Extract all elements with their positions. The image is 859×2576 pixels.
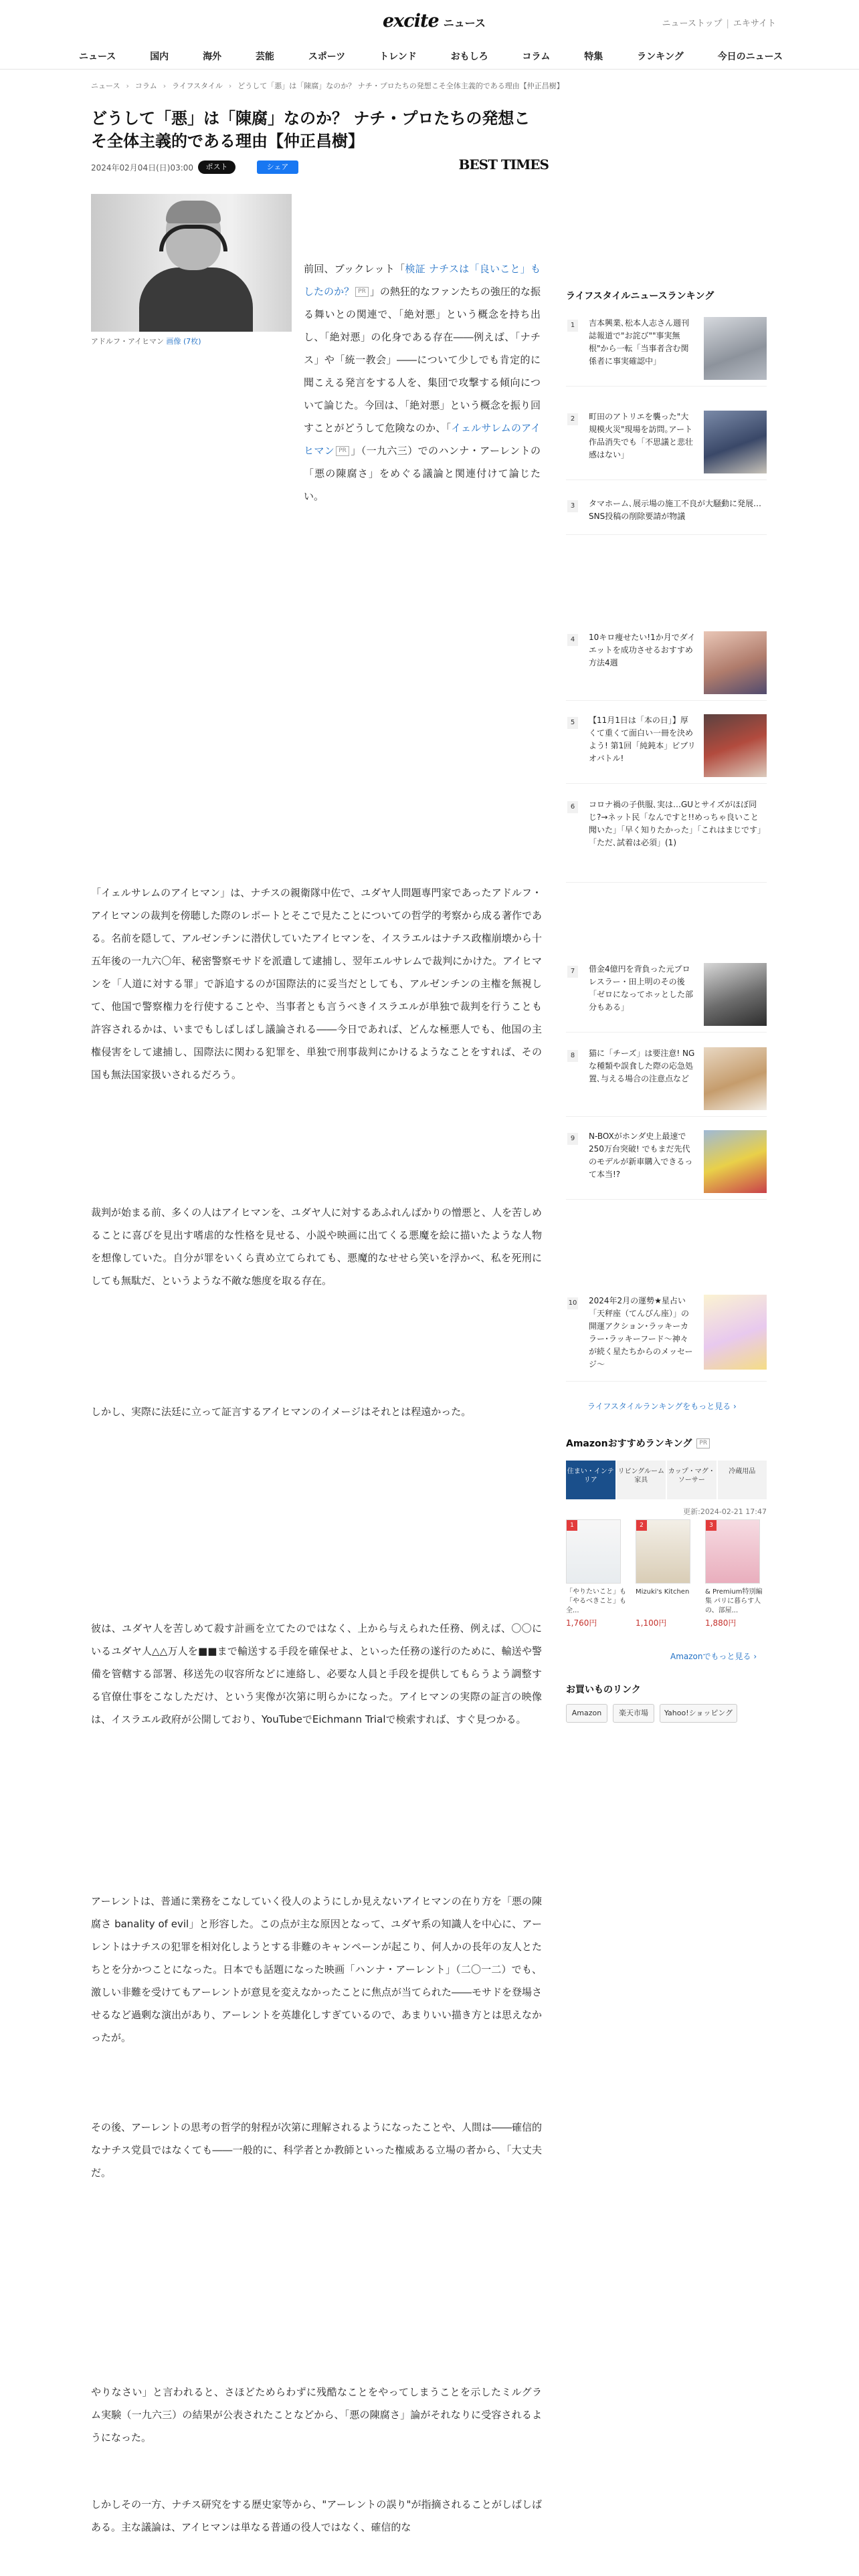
rank-title: 町田のアトリエを襲った"大規模火災"現場を訪問｡アート作品消失でも「不思議と悲壮感はない」: [589, 412, 694, 459]
rank-number: 6: [567, 801, 578, 813]
article-photo[interactable]: [91, 194, 292, 332]
breadcrumb-lifestyle[interactable]: ライフスタイル: [172, 82, 223, 90]
lead-text-1: 前回、ブックレット「: [304, 263, 405, 275]
tab-living-furniture[interactable]: リビングルーム家具: [617, 1461, 666, 1499]
amazon-product[interactable]: [705, 1519, 767, 1628]
rank-title: 10キロ痩せたい!1か月でダイエットを成功させるおすすめ方法4週: [589, 633, 696, 667]
ranking-item[interactable]: [566, 712, 767, 784]
article-lead: [304, 257, 541, 508]
rank-number: 9: [567, 1133, 578, 1145]
ranking-item[interactable]: [566, 495, 767, 535]
article-paragraph: その後、アーレントの思考の哲学的射程が次第に理解されるようになったことや、人間は――確信的なナチス党員ではなくても――一般的に、科学者とか教師といった権威ある立場の者から、「大丈夫だ。: [91, 2121, 542, 2179]
x-post-button[interactable]: ポスト: [198, 160, 235, 174]
lead-text-3: 」（一九六三）でのハンナ・アーレントの「悪の陳腐さ」をめぐる議論と関連付けて論じたい。: [304, 445, 541, 502]
publisher-name: BEST TIMES: [458, 156, 549, 173]
product-name: & Premium特別編集 パリに暮らす人の、部屋...: [705, 1588, 763, 1614]
rakuten-shop-button[interactable]: 楽天市場: [613, 1704, 654, 1723]
article-paragraph: 彼は、ユダヤ人を苦しめて殺す計画を立てたのではなく、上から与えられた任務、例えば、〇〇にいるユダヤ人△△万人を■■まで輸送する手段を確保せよ、といった任務の遂行のために、輸送や警備を管轄する部署、移送先の収容所などに連絡し、必要な人員と手段を提供してもらうよう調整する官僚仕事をこなしただけ、という実像が次第に明らかになった。アイヒマンの実際の証言の映像は、イスラエル政府が公開しており、YouTubeでEichmann Trialで検索すれば、すぐ見つかる。: [91, 1622, 542, 1725]
rank-thumbnail: [704, 1295, 767, 1370]
rank-number: 2: [567, 413, 578, 425]
rank-number: 4: [567, 634, 578, 646]
ranking-item[interactable]: [566, 629, 767, 701]
logo-subtitle: ニュース: [443, 17, 486, 29]
rank-title: 猫に「チーズ」は要注意! NGな種類や誤食した際の応急処置､与える場合の注意点など: [589, 1049, 695, 1083]
article-paragraph: しかし、実際に法廷に立って証言するアイヒマンのイメージはそれとは程遠かった。: [91, 1406, 472, 1418]
nav-item-column[interactable]: コラム: [522, 51, 551, 62]
breadcrumb-news[interactable]: ニュース: [91, 82, 120, 90]
amazon-product[interactable]: [636, 1519, 697, 1628]
product-price: 1,760円: [566, 1618, 597, 1628]
rank-thumbnail: [704, 411, 767, 473]
product-name: 「やりたいこと」も「やるべきこと」も全...: [566, 1588, 626, 1614]
yahoo-shop-button[interactable]: Yahoo!ショッピング: [660, 1704, 737, 1723]
product-rank: 3: [706, 1520, 717, 1531]
rank-number: 3: [567, 500, 578, 512]
nav-item-domestic[interactable]: 国内: [150, 51, 169, 62]
rank-thumbnail: [704, 1130, 767, 1193]
rank-title: 吉本興業､松本人志さん週刊誌報道で"お詫び""事実無根"から一転「当事者含む関係者に事実確認中」: [589, 318, 690, 366]
breadcrumb-column[interactable]: コラム: [134, 82, 157, 90]
rank-thumbnail: [704, 317, 767, 380]
nav-item-overseas[interactable]: 海外: [203, 51, 222, 62]
amazon-heading: [566, 1436, 767, 1450]
rank-thumbnail: [704, 963, 767, 1026]
ranking-item[interactable]: [566, 960, 767, 1033]
excite-link[interactable]: エキサイト: [733, 19, 776, 29]
chevron-right-icon: ›: [753, 1652, 757, 1661]
breadcrumb: ニュース › コラム › ライフスタイル › どうして「悪」は「陳腐」なのか？ ナチ・プロたちの発想こそ全体主義的である理由【仲正昌樹】: [91, 82, 564, 90]
rank-number: 8: [567, 1050, 578, 1062]
chevron-right-icon: ›: [733, 1402, 737, 1411]
ranking-item[interactable]: [566, 408, 767, 480]
article-meta: [91, 156, 549, 177]
product-price: 1,880円: [705, 1618, 737, 1628]
nav-item-sports[interactable]: スポーツ: [308, 51, 346, 62]
pr-badge: PR: [336, 446, 349, 456]
amazon-updated: 更新:2024-02-21 17:47: [683, 1507, 767, 1516]
nav-item-entertainment[interactable]: 芸能: [255, 51, 274, 62]
pr-badge: PR: [696, 1438, 710, 1448]
amazon-more-link[interactable]: [670, 1650, 757, 1662]
facebook-share-button[interactable]: シェア: [257, 160, 298, 174]
product-image: [636, 1519, 690, 1584]
rank-title: 借金4億円を背負った元プロレスラー・田上明のその後「ゼロになってホッとした部分もある」: [589, 964, 694, 1012]
tab-cups-mugs[interactable]: カップ・マグ・ソーサー: [667, 1461, 717, 1499]
image-caption: [91, 336, 292, 346]
rank-title: 2024年2月の運勢★星占い「天秤座（てんびん座）」の開運アクション･ラッキーカラー･ラッキーフード～神々が続く星たちからのメッセージ～: [589, 1296, 693, 1369]
shop-title: お買いものリンク: [566, 1685, 641, 1695]
amazon-title: Amazonおすすめランキング: [566, 1438, 692, 1449]
publisher-logo[interactable]: [458, 156, 549, 173]
amazon-product[interactable]: [566, 1519, 628, 1628]
shop-heading: [566, 1683, 767, 1696]
top-links: ニューストップ | エキサイト: [662, 19, 776, 29]
rank-thumbnail: [704, 714, 767, 777]
nav-item-today[interactable]: 今日のニュース: [717, 51, 783, 62]
booklet-link[interactable]: 検証 ナチスは「良いこと」もしたのか？: [304, 263, 541, 298]
news-top-link[interactable]: ニューストップ: [662, 19, 723, 29]
article-header: [91, 107, 549, 177]
article-date: 2024年02月04日(日)03:00: [91, 163, 194, 173]
rank-number: 5: [567, 717, 578, 729]
nav-item-funny[interactable]: おもしろ: [450, 51, 488, 62]
nav-item-news[interactable]: ニュース: [79, 51, 116, 62]
image-gallery-link[interactable]: 画像 (7枚): [166, 337, 201, 346]
caption-text: アドルフ・アイヒマン: [91, 337, 165, 346]
article-paragraph: アーレントは、普通に業務をこなしていく役人のようにしか見えないアイヒマンの在り方を「悪の陳腐さ banality of evil」と形容した。この点が主な原因となって、ユダヤ系の知識人を中心に、アーレントはナチスの犯罪を相対化しようとする非難のキャンペーンが起こり、何人かの長年の友人とたちとを分かつことになった。日本でも話題になった映画「ハンナ・アーレント」（二〇一二）でも、激しい非難を受けてもアーレントが意見を変えなかったことに焦点が当てられた――モサドを登場させるなど過剰な演出があり、アーレントを英雄化しすぎているので、あまりいい描き方とは思えなかったが。: [91, 1895, 542, 2044]
tab-housing-interior[interactable]: 住まい・インテリア: [566, 1461, 615, 1499]
article-figure: [91, 194, 292, 346]
rank-number: 10: [567, 1297, 578, 1309]
amazon-shop-button[interactable]: Amazon: [566, 1704, 607, 1723]
pr-badge: PR: [355, 287, 369, 297]
logo-mark: excite: [383, 11, 439, 31]
rank-number: 7: [567, 966, 578, 978]
article-paragraph: しかしその一方、ナチス研究をする歴史家等から、"アーレントの誤り"が指摘されることがしばしばある。主な議論は、アイヒマンは単なる普通の役人ではなく、確信的な: [91, 2498, 542, 2533]
article-paragraph: やりなさい」と言われると、さほどためらわずに残酷なことをやってしまうことを示したミルグラム実験（一九六三）の結果が公表されたことなどから、「悪の陳腐さ」論がそれなりに受容されるようになった。: [91, 2386, 542, 2444]
nav-item-ranking[interactable]: ランキング: [637, 51, 684, 62]
article-paragraph: 「イェルサレムのアイヒマン」は、ナチスの親衛隊中佐で、ユダヤ人問題専門家であったアドルフ・アイヒマンの裁判を傍聴した際のレポートとそこで見たことについての哲学的考察から成る著作である。名前を隠して、アルゼンチンに潜伏していたアイヒマンを、イスラエルはナチス政権崩壊から十五年後の一九六〇年、秘密警察モサドを派遣して逮捕し、翌年エルサレムで裁判にかけた。アイヒマンを「人道に対する罪」で訴追するのが国際法的に妥当だとしても、アルゼンチンの主権を無視して、他国で警察権力を行使することや、当事者とも言うべきイスラエルが単独で裁判を行うことも許容されるかは、いまでもしばしばし議論される――今日であれば、どんな極悪人でも、他国の主権侵害をして逮捕し、国際法に関わる犯罪を、単独で刑事裁判にかけるようなことをすれば、その国も無法国家扱いされるだろう。: [91, 887, 542, 1081]
rank-thumbnail: [704, 1047, 767, 1110]
eichmann-book-link[interactable]: イェルサレムのアイヒマン: [304, 422, 541, 457]
rank-thumbnail: [704, 631, 767, 694]
amazon-category-tabs: [566, 1461, 767, 1499]
ranking-title: ライフスタイルニュースランキング: [566, 291, 714, 302]
amazon-more-label: Amazonでもっと見る: [670, 1652, 751, 1661]
ranking-more-link[interactable]: [587, 1400, 737, 1412]
ranking-item[interactable]: [566, 1292, 767, 1382]
top-header: [0, 0, 859, 41]
product-rank: 1: [567, 1520, 577, 1531]
nav-item-trend[interactable]: トレンド: [379, 51, 417, 62]
article-title: どうして「悪」は「陳腐」なのか？ ナチ・プロたちの発想こそ全体主義的である理由【仲正昌樹】: [91, 109, 531, 150]
lead-text-2: 」の熱狂的なファンたちの強圧的な振る舞いとの関連で、「絶対悪」という概念を持ち出し、「絶対悪」の化身である存在――例えば、「ナチス」や「統一教会」――について少しでも肯定的に聞こえる発言をする人を、集団で攻撃する傾向について論じた。今回は、「絶対悪」という概念を振り回すことがどうして危険なのか、「: [304, 286, 541, 434]
rank-title: タマホーム､展示場の施工不良が大騒動に発展…SNS投稿の削除要請が物議: [589, 499, 762, 521]
breadcrumb-current: どうして「悪」は「陳腐」なのか？ ナチ・プロたちの発想こそ全体主義的である理由【仲正昌樹】: [237, 82, 564, 90]
article-paragraph: 裁判が始まる前、多くの人はアイヒマンを、ユダヤ人に対するあふれんばかりの憎悪と、人を苦しめることに喜びを見出す嗜虐的な性格を見せる、小説や映画に出てくる悪魔を絵に描いたような人物を想像していた。自分が罪をいくら責め立てられても、悪魔的なせせら笑いを浮かべ、私を死刑にしても無駄だ、というような不敵な態度を取る存在。: [91, 1206, 542, 1287]
ranking-item[interactable]: [566, 314, 767, 387]
excite-logo[interactable]: [383, 11, 486, 31]
rank-title: N-BOXがホンダ史上最速で250万台突破! でもまだ先代のモデルが新車購入できるって本当!?: [589, 1132, 693, 1179]
ranking-item[interactable]: [566, 1128, 767, 1200]
rank-number: 1: [567, 320, 578, 332]
tab-refrigeration[interactable]: 冷蔵用品: [718, 1461, 767, 1499]
ranking-more-label: ライフスタイルランキングをもっと見る: [587, 1402, 731, 1411]
product-price: 1,100円: [636, 1618, 667, 1628]
ranking-heading: [566, 289, 767, 302]
rank-title: 【11月1日は「本の日」】厚くて重くて面白い一冊を決めよう! 第1回「純鈍本」ビブリオバトル!: [589, 716, 696, 763]
product-image: [566, 1519, 621, 1584]
product-name: Mizuki's Kitchen: [636, 1588, 690, 1596]
rank-title: コロナ禍の子供服､実は…GUとサイズがほぼ同じ?→ネット民「なんですと!!めっちゃ良いこと聞いた」「早く知りたかった」「これはまじです」「ただ､試着は必須」(1): [589, 800, 762, 847]
global-nav: [0, 41, 859, 70]
product-image: [705, 1519, 760, 1584]
product-rank: 2: [636, 1520, 647, 1531]
nav-item-feature[interactable]: 特集: [584, 51, 603, 62]
ranking-item[interactable]: [566, 796, 767, 883]
ranking-item[interactable]: [566, 1045, 767, 1117]
